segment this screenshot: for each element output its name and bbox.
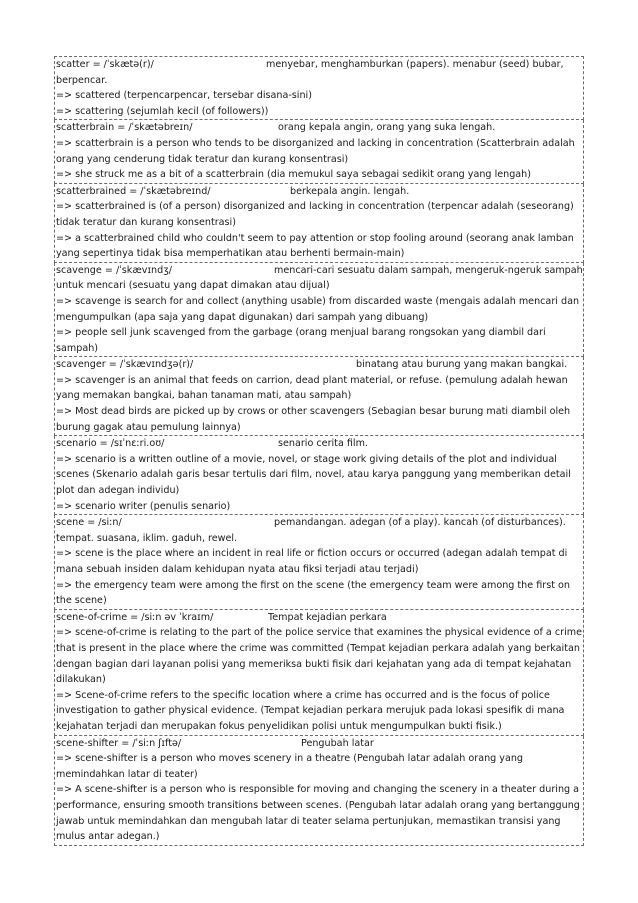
dictionary-entry <box>54 515 584 610</box>
entry-example-line: => scenario is a written outline of a movie, novel, or stage work giving details of the plot and individual scenes (Skenario adalah garis besar tertulis dari film, novel, atau karya panggung yang memberikan detail plot dan adegan individu) <box>56 453 571 497</box>
entry-meaning: berkepala angin. lengah. <box>290 185 410 197</box>
entry-headword-line <box>56 736 583 752</box>
entry-example-line: => scenario writer (penulis senario) <box>56 500 231 512</box>
entry-meaning: binatang atau burung yang makan bangkai. <box>356 359 568 371</box>
entry-example-line: => A scene-shifter is a person who is responsible for moving and changing the scenery in a theater during a performance, ensuring smooth transitions between scenes. (Pengubah latar adalah orang yang bertanggung jawab untuk memindahkan dan mengubah latar di teater selama pertunjukan, memastikan transisi yang mulus antar adegan.) <box>56 784 580 843</box>
entry-example-line: => scene is the place where an incident in real life or fiction occurs or occurred (adegan adalah tempat di mana sebuah insiden dalam kehidupan nyata atau fiksi terjadi atau terjadi) <box>56 548 568 575</box>
entry-meaning: menyebar, menghamburkan (papers). menabur (seed) bubar, berpencar. <box>56 59 564 86</box>
entry-term: scavenger = /ˈskævɪndʒə(r)/ <box>56 359 194 371</box>
entry-headword-line <box>56 120 583 136</box>
entry-meaning: pemandangan. adegan (of a play). kancah (of disturbances). tempat. suasana, iklim. gaduh, rewel. <box>56 517 566 544</box>
entry-example-line: => scene-of-crime is relating to the part of the police service that examines the physical evidence of a crime that is present in the place where the crime was committed (Tempat kejadian perkara adalah yang berkaitan dengan bagian dari layanan polisi yang memeriksa bukti fisik dari kejahatan yang ada di tempat kejahatan dilakukan) <box>56 627 582 686</box>
entry-example-line: => people sell junk scavenged from the garbage (orang menjual barang rongsokan yang diambil dari sampah) <box>56 327 546 354</box>
entry-example-line: => she struck me as a bit of a scatterbrain (dia memukul saya sebagai sedikit orang yang lengah) <box>56 169 532 181</box>
entry-example-line: => scattering (sejumlah kecil (of followers)) <box>56 105 269 117</box>
dictionary-entry <box>54 263 584 358</box>
entry-example-line: => Scene-of-crime refers to the specific location where a crime has occurred and is the focus of police investigation to gather physical evidence. (Tempat kejadian perkara merujuk pada lokasi spesifik di mana kejahatan terjadi dan merupakan fokus penyelidikan polisi untuk mengumpulkan bukti fisik.) <box>56 689 565 732</box>
entry-example-line: => scatterbrained is (of a person) disorganized and lacking in concentration (terpencar adalah (seseorang) tidak teratur dan kurang konsentrasi) <box>56 201 574 228</box>
entry-example-line: => a scatterbrained child who couldn't seem to pay attention or stop fooling around (seorang anak lamban yang sepertinya tidak bisa memperhatikan atau berhenti bermain-main) <box>56 232 574 260</box>
entry-headword-line <box>56 57 583 88</box>
entry-term: scatterbrain = /ˈskætəbreɪn/ <box>56 122 193 134</box>
dictionary-entry <box>54 184 584 263</box>
entry-term: scatterbrained = /ˈskætəbreɪnd/ <box>56 185 211 197</box>
entry-example-line: => scatterbrain is a person who tends to be disorganized and lacking in concentration (Scatterbrain adalah orang yang cenderung tidak teratur dan kurang konsentrasi) <box>56 137 575 165</box>
vocabulary-document <box>54 56 584 846</box>
entry-term: scene-shifter = /ˈsiːn ʃɪftə/ <box>56 737 182 749</box>
entry-headword-line <box>56 610 583 626</box>
entry-term: scavenge = /ˈskævɪndʒ/ <box>56 264 172 276</box>
dictionary-entry <box>54 120 584 183</box>
entry-meaning: Pengubah latar <box>301 737 374 749</box>
entry-headword-line <box>56 357 583 373</box>
entry-meaning: mencari-cari sesuatu dalam sampah, mengeruk-ngeruk sampah untuk mencari (sesuatu yang dapat dimakan atau dijual) <box>56 264 583 292</box>
entry-term: scatter = /ˈskætə(r)/ <box>56 59 154 70</box>
entry-headword-line <box>56 184 583 200</box>
entry-example-line: => scene-shifter is a person who moves scenery in a theatre (Pengubah latar adalah orang yang memindahkan latar di teater) <box>56 753 524 780</box>
entry-meaning: senario cerita film. <box>278 438 368 450</box>
entry-example-line: => the emergency team were among the first on the scene (the emergency team were among the first on the scene) <box>56 579 570 607</box>
entry-example-line: => scavenge is search for and collect (anything usable) from discarded waste (mengais adalah mencari dan mengumpulkan (apa saja yang dapat digunakan) dari sampah yang dibuang) <box>56 295 580 323</box>
dictionary-entry <box>54 736 584 846</box>
entry-example-line: => scattered (terpencarpencar, tersebar disana-sini) <box>56 90 312 102</box>
entry-headword-line <box>56 263 583 294</box>
entry-headword-line <box>56 515 583 546</box>
dictionary-entry <box>54 56 584 120</box>
entry-example-line: => Most dead birds are picked up by crows or other scavengers (Sebagian besar burung mati diambil oleh burung gagak atau pemulung lainnya) <box>56 406 571 433</box>
dictionary-entry <box>54 357 584 436</box>
entry-meaning: orang kepala angin, orang yang suka lengah. <box>278 122 496 134</box>
entry-term: scene = /siːn/ <box>56 517 122 529</box>
entry-headword-line <box>56 436 583 452</box>
entry-meaning: Tempat kejadian perkara <box>268 611 387 623</box>
dictionary-entry <box>54 436 584 515</box>
entry-example-line: => scavenger is an animal that feeds on carrion, dead plant material, or refuse. (pemulung adalah hewan yang memakan bangkai, bahan tanaman mati, atau sampah) <box>56 374 568 402</box>
entry-term: scene-of-crime = /siːn əv ˈkraɪm/ <box>56 611 214 623</box>
dictionary-entry <box>54 610 584 736</box>
entry-term: scenario = /sɪˈnɛːri.oʊ/ <box>56 438 165 450</box>
